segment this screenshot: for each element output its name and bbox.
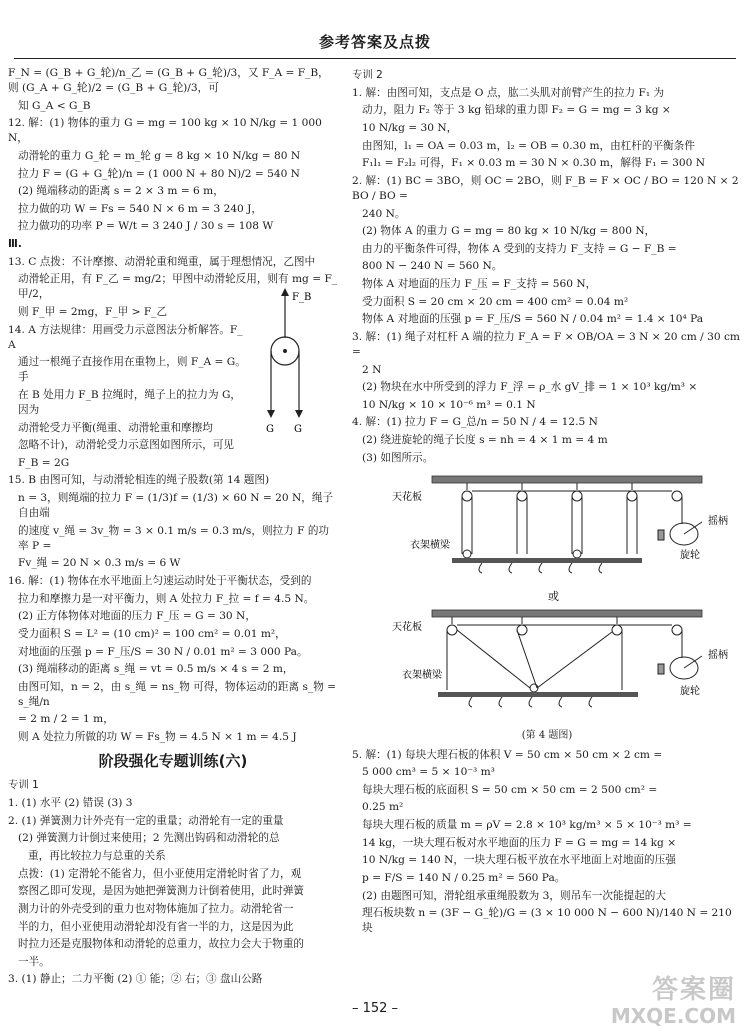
answer-line: 240 N。 (362, 207, 406, 220)
answer-line: 动滑轮的重力 G_轮 = m_轮 g = 8 kg × 10 N/kg = 80 N (18, 149, 301, 162)
answer-line: F_N = (G_B + G_轮)/n_乙 = (G_B + G_轮)/3，又 F_A = F_B，则 (G_A + G_轮)/2 = (G_B + G_轮)/3，可 (8, 67, 329, 95)
rack-label-top: 衣架横梁 (410, 540, 450, 552)
answer-line: (2) 物块在水中所受到的浮力 F_浮 = ρ_水 gV_排 = 1 × 10³ kg/m³ × (362, 381, 698, 394)
training-answer-2: 2. (1) 弹簧测力计外壳有一定的重量；动滑轮有一定的重量 (8, 814, 284, 827)
answer-line: 动滑轮受力平衡(绳重、动滑轮重和摩擦均 (18, 421, 213, 434)
wheel-label-bottom: 旋轮 (680, 686, 700, 698)
page-title: 参考答案及点拨 (318, 33, 431, 51)
hint-line: 测力计的外壳受到的重力也对物体施加了拉力。动滑轮省一 (18, 902, 294, 915)
answer-line: 物体 A 对地面的压力 F_压 = F_支持 = 560 N， (362, 278, 597, 291)
training2-answer-1: 1. 解：由图可知，支点是 O 点，肱二头肌对前臂产生的拉力 F₁ 为 (352, 86, 665, 99)
pulley-icon (612, 625, 622, 635)
page-number: – 152 – (351, 1000, 399, 1016)
training2-answer-3: 3. 解：(1) 绳子对杠杆 A 端的拉力 F_A = F × OB/OA = 3 N × 20 cm / 30 cm = (352, 330, 740, 358)
answer-line: p = F/S = 140 N / 0.25 m² = 560 Pa。 (362, 871, 566, 884)
watermark-text: 答案圈 (651, 975, 736, 1005)
arrow-head-icon (295, 410, 303, 418)
site-watermark (592, 970, 742, 1030)
arrow-head-icon (267, 410, 275, 418)
answer-line: = 2 m / 2 = 1 m， (18, 713, 114, 726)
right-column (352, 66, 742, 939)
answer-line: 每块大理石板的质量 m = ρV = 2.8 × 10³ kg/m³ × 5 × 10⁻³ m³ = (362, 819, 692, 832)
training2-answer-5: 5. 解：(1) 每块大理石板的体积 V = 50 cm × 50 cm × 2 cm = (352, 748, 663, 761)
answer-line: Fv_绳 = 20 N × 0.3 m/s = 6 W (18, 557, 181, 570)
ceiling-label-bottom: 天花板 (392, 622, 422, 634)
answer-line: 动滑轮正用，有 F_乙 = mg/2；甲图中动滑轮反用，则有 mg = F_甲/2， (18, 273, 338, 301)
header-rule (14, 58, 736, 59)
pulley-icon (672, 625, 682, 635)
watermark-url: MXQE.COM (610, 1003, 736, 1028)
pulley-icon (672, 491, 682, 501)
answer-line: 动力，阻力 F₂ 等于 3 kg 铅球的重力即 F₂ = G = mg = 3 kg × (362, 104, 671, 117)
answer-line: 物体 A 对地面的压强 p = F_压/S = 560 N / 0.04 m² = 1.4 × 10⁴ Pa (362, 313, 704, 326)
answer-line: (3) 绳端移动的距离 s_绳 = vt = 0.5 m/s × 4 s = 2 m， (18, 663, 294, 676)
pulley-icon (517, 491, 527, 501)
answer-line: 的速度 v_绳 = 3v_物 = 3 × 0.1 m/s = 0.3 m/s，则拉力 F 的功率 P = (18, 524, 330, 552)
answer-line: F_B = 2G (18, 456, 70, 469)
pulley-icon (462, 491, 472, 501)
pulley-icon (573, 550, 581, 558)
answer-line: (2) 弹簧测力计倒过来使用；2 先测出钩码和动滑轮的总 (18, 832, 280, 845)
answer-14-block (8, 323, 248, 471)
hint-line: 一半。 (18, 955, 50, 968)
arrow-head-icon (281, 288, 289, 296)
answer-line: (2) 绳端移动的距离 s = 2 × 3 m = 6 m， (18, 185, 224, 198)
training2-answer-2: 2. 解：(1) BC = 3BO，则 OC = 2BO，则 F_B = F × OC / BO = 120 N × 2BO / BO = (352, 174, 739, 202)
answer-12: 12. 解：(1) 物体的重力 G = mg = 100 kg × 10 N/kg = 1 000 N， (8, 117, 322, 145)
answer-line: 受力面积 S = L² = (10 cm)² = 100 cm² = 0.01 m²， (18, 627, 286, 640)
answer-line: 14 kg，一块大理石板对水平地面的压力 F = G = mg = 14 kg × (362, 836, 677, 849)
answer-line: F₁l₁ = F₂l₂ 可得，F₁ × 0.03 m = 30 N × 0.30 m，解得 F₁ = 300 N (362, 157, 705, 170)
pulley-icon (572, 491, 582, 501)
answer-16: 16. 解：(1) 物体在水平地面上匀速运动时处于平衡状态，受到的 (8, 575, 312, 587)
pulley-icon (627, 491, 637, 501)
answer-line: 拉力做的功 W = Fs = 540 N × 6 m = 3 240 J， (18, 202, 263, 215)
answer-line: 忽略不计)，动滑轮受力示意图如图所示，可见 (18, 439, 235, 452)
answer-line: 知 G_A < G_B (18, 99, 91, 112)
wheel-label-top: 旋轮 (680, 550, 700, 562)
answer-line: 受力面积 S = 20 cm × 20 cm = 400 cm² = 0.04 m² (362, 295, 629, 308)
hint-line: 半的力，但小亚使用动滑轮却没有省一半的力，这是因为此 (18, 920, 294, 933)
page-header (0, 0, 750, 60)
answer-line: 10 N/kg × 10 × 10⁻⁶ m³ = 0.1 N (362, 398, 536, 411)
answer-line: (2) 正方体物体对地面的压力 F_压 = G = 30 N， (18, 610, 256, 623)
pulley-icon (463, 550, 471, 558)
or-label: 或 (548, 590, 559, 604)
topic-1-heading: 专训 1 (8, 779, 39, 792)
answer-line: 由图知，l₁ = OA = 0.03 m，l₂ = OB = 0.30 m，由杠杆的平衡条件 (362, 139, 695, 152)
level-heading: Ⅲ. (8, 238, 22, 251)
answer-line: 理石板块数 n = (3F − G_轮)/G = (3 × 10 000 N − 600 N)/140 N = 210 块 (362, 907, 732, 935)
rack-label-bottom: 衣架横梁 (402, 670, 442, 682)
answer-14: 14. A 方法规律：用画受力示意图法分析解答。F_A (8, 323, 243, 351)
answer-line: (3) 如图所示。 (362, 451, 434, 464)
answer-line: 每块大理石板的底面积 S = 50 cm × 50 cm = 2 500 cm² = (362, 783, 658, 796)
force-label-g-left: G (266, 424, 274, 435)
topic-2-heading: 专训 2 (352, 69, 383, 81)
answer-line: n = 3，则绳端的拉力 F = (1/3)f = (1/3) × 60 N = 20 N，绳子自由端 (18, 492, 334, 520)
answer-line: 拉力 F = (G + G_轮)/n = (1 000 N + 80 N)/2 = 540 N (18, 167, 300, 180)
answer-13: 13. C 点拨：不计摩擦、动滑轮重和绳重，属于理想情况，乙图中 (8, 255, 316, 268)
crank-label-top: 摇柄 (708, 516, 728, 528)
answer-line: 通过一根绳子直接作用在重物上，则 F_A = G。手 (18, 356, 246, 384)
answer-line: (2) 物体 A 的重力 G = mg = 80 kg × 10 N/kg = 800 N， (362, 225, 656, 238)
answer-15: 15. B 由图可知，与动滑轮相连的绳子股数(第 14 题图) (8, 474, 270, 487)
answer-line: 则 F_甲 = 2mg，F_甲 > F_乙 (18, 305, 168, 318)
answer-line: 2 N (362, 363, 382, 376)
rack-beam-top (452, 558, 642, 563)
answer-line: 10 N/kg = 30 N， (362, 122, 458, 135)
answer-line: 对地面的压强 p = F_压/S = 30 N / 0.01 m² = 3 000 Pa。 (18, 645, 308, 658)
ceiling-board-bottom (432, 610, 702, 617)
pulley-force-diagram (250, 286, 320, 436)
answer-line: (2) 绕进旋轮的绳子长度 s = nh = 4 × 1 m = 4 m (362, 434, 608, 447)
answer-line: 由力的平衡条件可得，物体 A 受到的支持力 F_支持 = G − F_B = (362, 242, 677, 255)
section-title: 阶段强化专题训练(六) (98, 752, 248, 771)
training2-answer-4: 4. 解：(1) 拉力 F = G_总/n = 50 N / 4 = 12.5 N (352, 416, 598, 429)
rack-beam-bottom (438, 692, 638, 697)
ceiling-label-top: 天花板 (392, 492, 422, 504)
answer-line: 拉力做功的功率 P = W/t = 3 240 J / 30 s = 108 W (18, 220, 274, 233)
answer-line: 0.25 m² (362, 801, 404, 814)
answer-line: 则 A 处拉力所做的功 W = Fs_物 = 4.5 N × 1 m = 4.5 J (18, 731, 297, 744)
hint-line: 点拨：(1) 定滑轮不能省力，但小亚使用定滑轮时省了力，观 (18, 867, 302, 880)
force-label-fb: F_B (292, 292, 312, 303)
answer-line: (2) 由题图可知，滑轮组承重绳股数为 3，则吊车一次能提起的大 (362, 889, 666, 902)
hint-line: 时拉力还是克服物体和动滑轮的总重力，故拉力会大于物重的 (18, 938, 305, 951)
training-answer-3: 3. (1) 静止；二力平衡 (2) ① 能；② 右；③ 盘山公路 (8, 973, 263, 986)
answer-line: 重，再比较拉力与总重的关系 (28, 850, 166, 862)
answer-line: 10 N/kg = 140 N，一块大理石板平放在水平地面上对地面的压强 (362, 854, 676, 867)
answer-line: 在 B 处用力 F_B 拉绳时，绳子上的拉力为 G，因为 (18, 388, 242, 416)
crank-label-bottom: 摇柄 (708, 650, 728, 662)
figure-caption: (第 4 题图) (521, 730, 573, 742)
answer-line: 拉力和摩擦力是一对平衡力，则 A 处拉力 F_拉 = f = 4.5 N。 (18, 592, 315, 605)
ceiling-board-top (432, 476, 702, 483)
force-label-g-right: G (294, 424, 302, 435)
answer-line: 5 000 cm³ = 5 × 10⁻³ m³ (362, 766, 495, 779)
left-column (8, 66, 338, 990)
drying-rack-figure (362, 472, 742, 722)
training-answer-1: 1. (1) 水平 (2) 错误 (3) 3 (8, 797, 133, 810)
answer-line: 由图可知，n = 2，由 s_绳 = ns_物 可得，物体运动的距离 s_物 = s_绳/n (18, 680, 337, 708)
pulley-icon (447, 625, 457, 635)
hint-line: 察图乙即可发现，是因为她把弹簧测力计倒着使用，此时弹簧 (18, 885, 305, 898)
answer-line: 800 N − 240 N = 560 N。 (362, 260, 503, 273)
